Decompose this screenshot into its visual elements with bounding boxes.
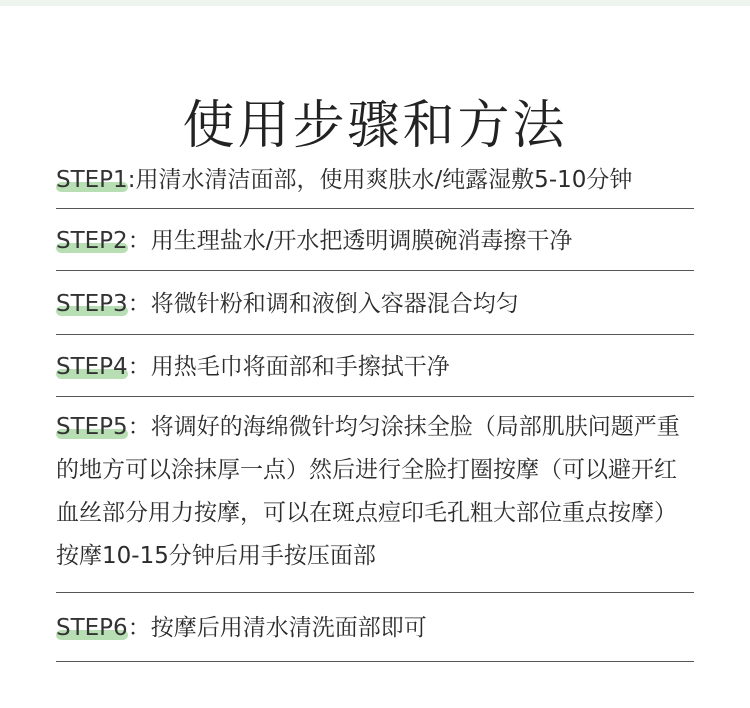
step-separator: ： (127, 354, 151, 380)
step-item-2 (56, 209, 694, 271)
step-separator: ： (127, 615, 151, 641)
step-label-1: STEP1 (56, 167, 128, 193)
step-text-1: 用清水清洁面部，使用爽肤水/纯露湿敷5-10分钟 (135, 167, 633, 193)
step-item-1 (56, 152, 694, 209)
step-separator: ： (127, 414, 151, 440)
step-label-4: STEP4 (56, 354, 128, 380)
step-item-6 (56, 593, 694, 662)
step-separator: ： (127, 291, 151, 317)
step-item-5 (56, 397, 694, 593)
step-separator: : (127, 167, 136, 193)
page-title: 使用步骤和方法 (182, 95, 568, 156)
step-separator: ： (127, 228, 151, 254)
step-label-2: STEP2 (56, 228, 128, 254)
step-label-6: STEP6 (56, 615, 128, 641)
step-text-4: 用热毛巾将面部和手擦拭干净 (150, 354, 450, 380)
step-text-3: 将微针粉和调和液倒入容器混合均匀 (150, 291, 519, 317)
step-label-5: STEP5 (56, 414, 128, 440)
step-text-2: 用生理盐水/开水把透明调膜碗消毒擦干净 (150, 228, 573, 254)
top-border-strip (0, 0, 750, 6)
step-text-5: 将调好的海绵微针均匀涂抹全脸（局部肌肤问题严重的地方可以涂抹厚一点）然后进行全脸打圈按摩（可以避开红血丝部分用力按摩，可以在斑点痘印毛孔粗大部位重点按摩）按摩10-15分钟后用手按压面部 (56, 414, 680, 569)
steps-list (56, 152, 694, 662)
step-text-6: 按摩后用清水清洗面部即可 (150, 615, 427, 641)
step-item-4 (56, 335, 694, 397)
step-item-3 (56, 271, 694, 335)
step-label-3: STEP3 (56, 291, 128, 317)
